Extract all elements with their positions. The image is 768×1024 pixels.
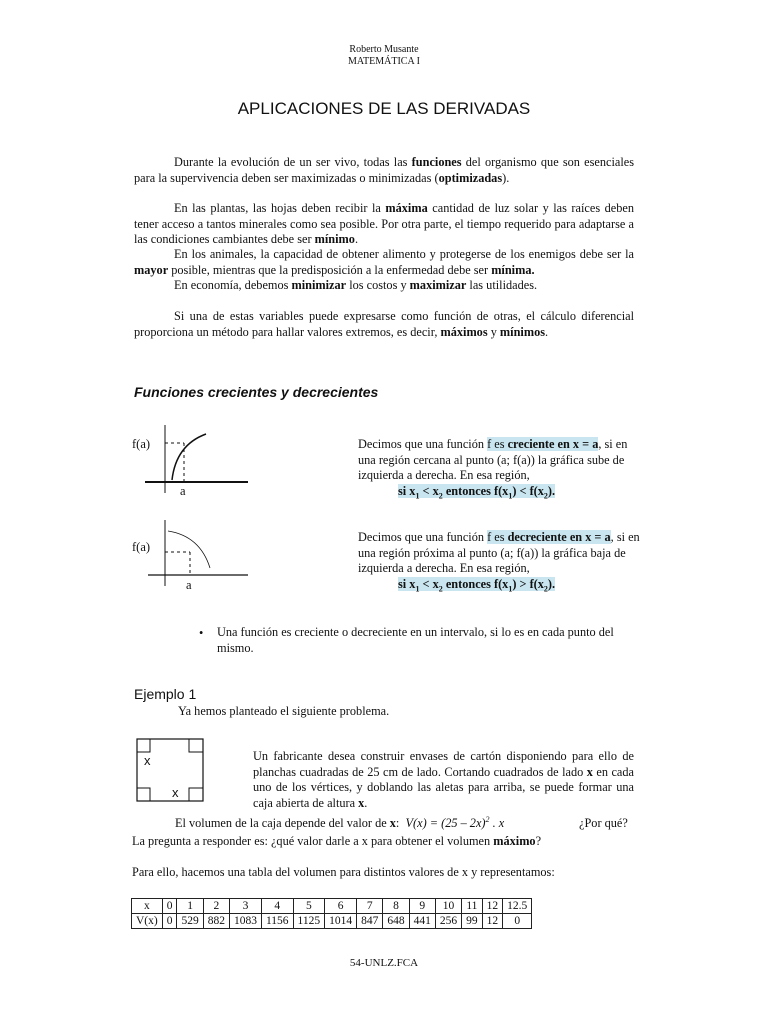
table-cell: 12.5 [503,899,532,914]
table-cell: 7 [357,899,383,914]
graph1-x-label: a [180,484,186,498]
table-cell: 10 [435,899,461,914]
table-cell: 441 [409,914,435,929]
table-cell: 99 [462,914,483,929]
table-cell: 847 [357,914,383,929]
table-cell: 2 [203,899,229,914]
main-question: La pregunta a responder es: ¿qué valor darle a x para obtener el volumen máximo? [132,834,542,848]
table-cell: 648 [383,914,409,929]
page-title: APLICACIONES DE LAS DERIVADAS [237,99,531,118]
table-cell: 12 [482,914,503,929]
increasing-function-graph [140,425,250,495]
box-x-label-1: x [144,753,151,768]
volume-table [131,898,532,929]
volume-statement: El volumen de la caja depende del valor de x: V(x) = (25 – 2x)$^2$ . x [175,815,505,831]
increasing-condition: si $x_1 < x_2$ entonces $f(x_1) < f(x_2)$. [398,483,556,500]
page-footer: 54-UNLZ.FCA [349,957,419,969]
table-row-x [132,899,532,914]
example-heading: Ejemplo 1 [134,686,197,702]
section-heading: Funciones crecientes y decrecientes [134,384,379,400]
table-cell: 1156 [261,914,293,929]
table-cell: 0 [503,914,532,929]
table-cell: 11 [462,899,483,914]
table-cell: 12 [482,899,503,914]
intro-paragraph-4: En economía, debemos minimizar los costos y maximizar las utilidades. [174,278,538,292]
table-cell: 0 [162,914,177,929]
bullet-text: Una función es creciente o decreciente en un intervalo, si lo es en cada punto del mismo. [217,625,614,655]
graph1-y-label: f(a) [132,437,151,451]
table-intro: Para ello, hacemos una tabla del volumen para distintos valores de x y representamos: [132,865,555,879]
table-cell: 1083 [229,914,261,929]
volume-formula: V(x) = (25 – 2x)$^2$ . x [405,815,505,831]
table-cell: 8 [383,899,409,914]
decreasing-condition: si $x_1 < x_2$ entonces $f(x_1) > f(x_2)$. [398,576,556,593]
intro-paragraph-2: En las plantas, las hojas deben recibir la máxima cantidad de luz solar y las raíces deben tener acceso a tantos minerales como sea posible. Por otra parte, el tiempo requerido para adaptarse a las condiciones cambiantes debe ser mínimo. [134,201,634,246]
table-cell: 1125 [293,914,325,929]
header-author: Roberto Musante [349,44,419,55]
table-cell: 5 [293,899,325,914]
box-net-diagram [136,738,206,804]
decreasing-function-graph [140,518,250,588]
table-row-label: x [132,899,163,914]
table-row-v [132,914,532,929]
table-cell: 0 [162,899,177,914]
intro-paragraph-3: En los animales, la capacidad de obtener alimento y protegerse de los enemigos debe ser la mayor posible, mientras que la predisposición a la enfermedad debe ser mínima. [134,247,634,277]
graph2-x-label: a [186,578,192,592]
example-intro: Ya hemos planteado el siguiente problema. [178,704,390,718]
table-cell: 3 [229,899,261,914]
decreasing-definition: Decimos que una función f es decreciente en x = a, si en una región próxima al punto (a; f(a)) la gráfica baja de izquierda a derecha. En esa región, si $x_1 < x_2$ entonces $f(x_1) > f(x_2)$. [358,530,640,593]
table-cell: 9 [409,899,435,914]
table-cell: 256 [435,914,461,929]
table-cell: 4 [261,899,293,914]
intro-paragraph-5: Si una de estas variables puede expresarse como función de otras, el cálculo diferencial proporciona un método para hallar valores extremos, es decir, máximos y mínimos. [134,309,634,339]
table-cell: 529 [177,914,203,929]
graph2-y-label: f(a) [132,540,151,554]
table-cell: 1 [177,899,203,914]
bullet-icon: • [199,626,204,640]
increasing-definition: Decimos que una función f es creciente en x = a, si en una región cercana al punto (a; f(a)) la gráfica sube de izquierda a derecha. En esa región, si $x_1 < x_2$ entonces $f(x_1) < f(x_2)$. [358,437,628,500]
table-row-label: V(x) [132,914,163,929]
example-problem-text: Un fabricante desea construir envases de cartón disponiendo para ello de planchas cuadradas de 25 cm de lado. Cortando cuadrados de lado x en cada uno de los vértices, y doblando las aletas para arriba, se puede formar una caja abierta de altura x. [253,749,634,810]
table-cell: 1014 [325,914,357,929]
table-cell: 6 [325,899,357,914]
box-x-label-2: x [172,785,179,800]
intro-paragraph-1: Durante la evolución de un ser vivo, todas las funciones del organismo que son esenciales para la supervivencia deben ser maximizadas o minimizadas (optimizadas). [134,155,635,185]
why-question: ¿Por qué? [579,816,628,830]
table-cell: 882 [203,914,229,929]
header-course: MATEMÁTICA I [348,56,420,67]
